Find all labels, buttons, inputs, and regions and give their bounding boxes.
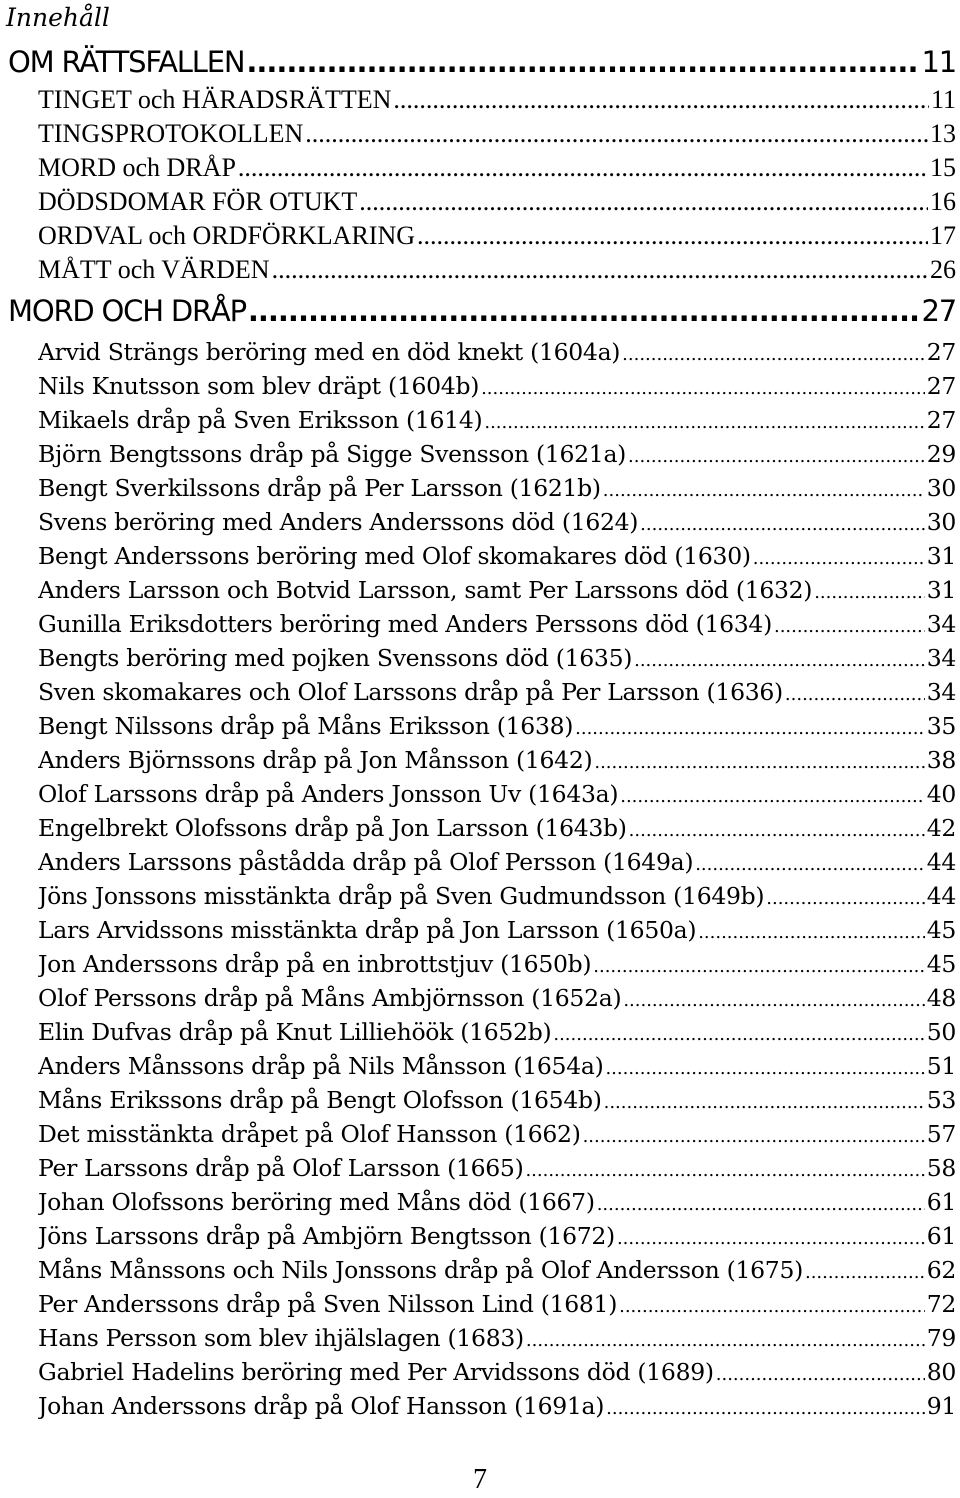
toc-entry[interactable] [38,879,956,913]
toc-entry[interactable] [38,1117,956,1151]
toc-page-number: 57 [926,1120,956,1148]
dot-leader [785,678,925,709]
toc-entry[interactable] [38,1389,956,1423]
toc-entry[interactable] [38,675,956,709]
toc-page-number: 58 [926,1154,956,1182]
toc-page-number: 80 [926,1358,956,1386]
dot-leader [805,1256,925,1287]
toc-entry[interactable] [38,845,956,879]
dot-leader [305,117,928,151]
toc-entry-title: MORD och DRÅP [38,153,236,182]
toc-entry-title: Mikaels dråp på Sven Eriksson (1614) [38,406,483,434]
toc-entry-title: Sven skomakares och Olof Larssons dråp på Per Larsson (1636) [38,678,783,706]
toc-page-number: 34 [926,678,956,706]
dot-leader [359,185,928,219]
toc-entry-title: Johan Olofssons beröring med Måns död (1667) [38,1188,595,1216]
dot-leader [604,1086,925,1117]
toc-entry[interactable] [38,1015,956,1049]
toc-page-number: 44 [926,882,956,910]
toc-entry-title: Jöns Jonssons misstänkta dråp på Sven Gudmundsson (1649b) [38,882,765,910]
toc-page-number: 17 [930,221,956,250]
toc-entry-title: Arvid Strängs beröring med en död knekt (1604a) [38,338,621,366]
toc-entry-title: Björn Bengtssons dråp på Sigge Svensson (1621a) [38,440,627,468]
dot-leader [623,984,924,1015]
toc-entry[interactable] [38,641,956,675]
toc-entry[interactable] [38,1355,956,1389]
toc-entry[interactable] [38,981,956,1015]
toc-entry-title: Engelbrekt Olofssons dråp på Jon Larsson (1643b) [38,814,627,842]
dot-leader [525,1154,924,1185]
toc-entry-title: Gabriel Hadelins beröring med Per Arvidssons död (1689) [38,1358,714,1386]
dot-leader [484,406,924,437]
toc-entry-title: Hans Persson som blev ihjälslagen (1683) [38,1324,524,1352]
toc-entry-title: DÖDSDOMAR FÖR OTUKT [38,187,358,216]
dot-leader [575,712,925,743]
dot-leader [617,1222,925,1253]
toc-entry-title: Bengt Anderssons beröring med Olof skomakares död (1630) [38,542,751,570]
toc-page-number: 27 [926,372,956,400]
toc-entry[interactable] [38,947,956,981]
dot-leader [553,1018,924,1049]
toc-entry[interactable] [38,185,956,219]
toc-entry-title: Johan Anderssons dråp på Olof Hansson (1691a) [38,1392,605,1420]
toc-page-number: 62 [926,1256,956,1284]
toc-entry[interactable] [38,1185,956,1219]
toc-entry-title: Anders Månssons dråp på Nils Månsson (1654a) [38,1052,604,1080]
toc-entry-title: Det misstänkta dråpet på Olof Hansson (1662) [38,1120,581,1148]
toc-entry[interactable] [38,219,956,253]
toc-page-number: 16 [930,187,956,216]
toc-page-number: 38 [926,746,956,774]
toc-heading: Innehåll [6,3,110,32]
toc-section-heading[interactable] [8,290,956,332]
toc-entry-title: Måns Månssons och Nils Jonssons dråp på Olof Andersson (1675) [38,1256,803,1284]
toc-entry[interactable] [38,1219,956,1253]
toc-section-title: OM RÄTTSFALLEN [8,45,245,79]
toc-entry[interactable] [38,437,956,471]
dot-leader [620,780,924,811]
toc-page-number: 79 [926,1324,956,1352]
dot-leader [619,1290,925,1321]
toc-page-number: 27 [926,338,956,366]
toc-entry-title: Anders Larsson och Botvid Larsson, samt Per Larssons död (1632) [38,576,813,604]
toc-page-number: 30 [926,474,956,502]
toc-page-number: 61 [926,1222,956,1250]
toc-entry-title: Nils Knutsson som blev dräpt (1604b) [38,372,480,400]
toc-entry[interactable] [38,253,956,287]
toc-section-heading[interactable] [8,41,956,83]
toc-page-number: 44 [926,848,956,876]
toc-entry[interactable] [38,743,956,777]
toc-entry[interactable] [38,607,956,641]
toc-page-number: 27 [926,406,956,434]
toc-page-number: 51 [926,1052,956,1080]
dot-leader [248,290,920,332]
toc-entry[interactable] [38,403,956,437]
toc-entry[interactable] [38,1049,956,1083]
toc-entry[interactable] [38,471,956,505]
toc-page-number: 27 [921,294,956,328]
dot-leader [593,950,924,981]
toc-page-number: 26 [930,255,956,284]
dot-leader [272,253,928,287]
dot-leader [393,83,929,117]
toc-entry-title: Lars Arvidssons misstänkta dråp på Jon Larsson (1650a) [38,916,697,944]
dot-leader [583,1120,925,1151]
toc-entry[interactable] [38,1287,956,1321]
toc-entry-title: TINGSPROTOKOLLEN [38,119,304,148]
toc-entry-title: ORDVAL och ORDFÖRKLARING [38,221,416,250]
toc-page-number: 42 [926,814,956,842]
toc-entry[interactable] [38,117,956,151]
toc-page-number: 34 [926,610,956,638]
toc-entry-title: TINGET och HÄRADSRÄTTEN [38,85,392,114]
dot-leader [526,1324,925,1355]
toc-entry[interactable] [38,573,956,607]
footer-page-number: 7 [473,1464,487,1495]
toc-entry[interactable] [38,777,956,811]
toc-entry[interactable] [38,1321,956,1355]
toc-section-title: MORD OCH DRÅP [8,294,246,328]
toc-entry-title: Per Anderssons dråp på Sven Nilsson Lind (1681) [38,1290,618,1318]
toc-entry-title: Svens beröring med Anders Anderssons död (1624) [38,508,639,536]
toc-page-number: 91 [926,1392,956,1420]
dot-leader [246,41,919,83]
dot-leader [605,1052,924,1083]
toc-entry[interactable] [38,335,956,369]
toc-entry-title: Jon Anderssons dråp på en inbrottstjuv (1650b) [38,950,592,978]
dot-leader [606,1392,925,1423]
dot-leader [597,1188,925,1219]
toc-entry-title: Måns Erikssons dråp på Bengt Olofsson (1654b) [38,1086,602,1114]
dot-leader [753,542,925,573]
toc-page-number: 31 [926,576,956,604]
toc-page-number: 15 [930,153,956,182]
toc-entry-title: Bengt Nilssons dråp på Måns Eriksson (1638) [38,712,574,740]
toc-entry-title: Elin Dufvas dråp på Knut Lilliehöök (1652b) [38,1018,552,1046]
dot-leader [640,508,925,539]
toc-page-number: 40 [926,780,956,808]
toc-entry[interactable] [38,1151,956,1185]
dot-leader [698,916,924,947]
toc-page-number: 45 [926,916,956,944]
dot-leader [634,644,925,675]
toc-entry[interactable] [38,83,956,117]
dot-leader [695,848,925,879]
toc-entry-title: MÅTT och VÄRDEN [38,255,270,284]
toc-entry[interactable] [38,913,956,947]
toc-page-number: 34 [926,644,956,672]
toc-entry-title: Olof Perssons dråp på Måns Ambjörnsson (1652a) [38,984,622,1012]
toc-entry[interactable] [38,369,956,403]
toc-entry-title: Olof Larssons dråp på Anders Jonsson Uv (1643a) [38,780,619,808]
dot-leader [417,219,928,253]
dot-leader [238,151,928,185]
toc-entry-title: Per Larssons dråp på Olof Larsson (1665) [38,1154,524,1182]
toc-page-number: 72 [926,1290,956,1318]
toc-entry[interactable] [38,505,956,539]
dot-leader [594,746,924,777]
toc-entry-title: Jöns Larssons dråp på Ambjörn Bengtsson (1672) [38,1222,615,1250]
toc-page-number: 31 [926,542,956,570]
toc-page-number: 45 [926,950,956,978]
toc-entry[interactable] [38,1083,956,1117]
toc-entry[interactable] [38,539,956,573]
dot-leader [603,474,925,505]
dot-leader [622,338,925,369]
toc-entry-title: Gunilla Eriksdotters beröring med Anders Perssons död (1634) [38,610,772,638]
toc-entry[interactable] [38,151,956,185]
toc-entry-title: Anders Björnssons dråp på Jon Månsson (1642) [38,746,593,774]
dot-leader [766,882,924,913]
toc-page-number: 35 [926,712,956,740]
toc-page-number: 11 [930,85,956,114]
dot-leader [481,372,925,403]
toc-entry[interactable] [38,1253,956,1287]
toc-page-number: 30 [926,508,956,536]
toc-page-number: 53 [926,1086,956,1114]
toc-page-number: 13 [930,119,956,148]
toc-page-number: 11 [921,45,956,79]
dot-leader [629,814,925,845]
toc-entry-title: Anders Larssons påstådda dråp på Olof Persson (1649a) [38,848,694,876]
toc-page-number: 50 [926,1018,956,1046]
toc-entry-title: Bengts beröring med pojken Svenssons död (1635) [38,644,633,672]
toc-entry[interactable] [38,709,956,743]
toc-page-number: 29 [926,440,956,468]
toc-page-number: 48 [926,984,956,1012]
dot-leader [716,1358,925,1389]
dot-leader [814,576,925,607]
dot-leader [774,610,925,641]
toc-page-number: 61 [926,1188,956,1216]
dot-leader [628,440,925,471]
toc-entry[interactable] [38,811,956,845]
toc-entry-title: Bengt Sverkilssons dråp på Per Larsson (1621b) [38,474,601,502]
